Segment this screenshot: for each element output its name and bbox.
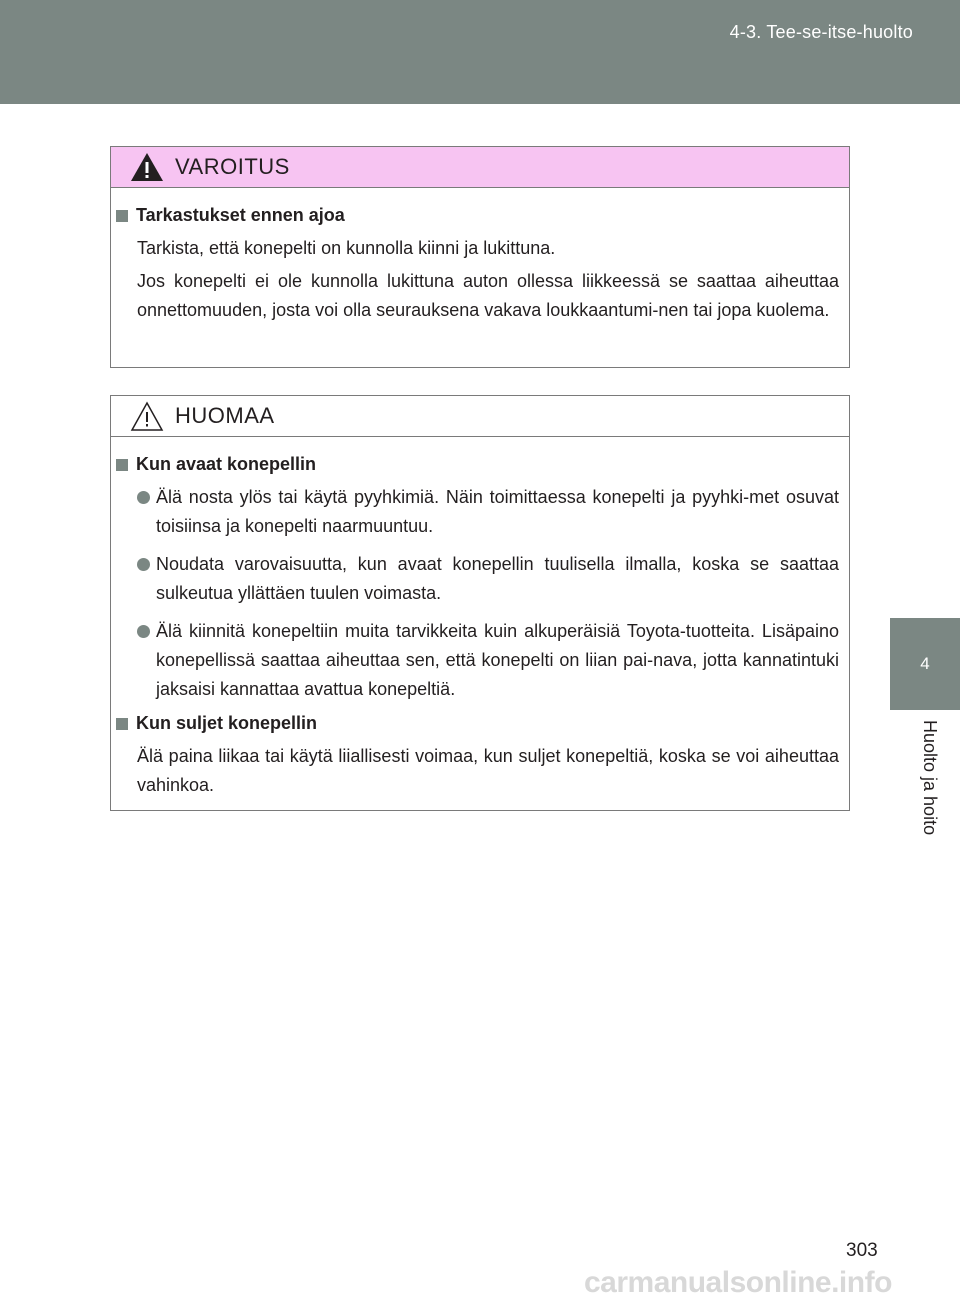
paragraph: Jos konepelti ei ole kunnolla lukittuna auton ollessa liikkeessä se saattaa aiheuttaa onnettomuuden, josta voi olla seurauksena vakava loukkaantumi-nen tai jopa kuolema. bbox=[137, 271, 839, 320]
section-heading bbox=[114, 454, 839, 475]
paragraph: Älä paina liikaa tai käytä liiallisesti voimaa, kun suljet konepeltiä, koska se voi aiheuttaa vahinkoa. bbox=[137, 746, 839, 795]
chapter-number: 4 bbox=[920, 654, 930, 673]
notice-body bbox=[111, 437, 849, 800]
warning-triangle-icon bbox=[129, 151, 165, 183]
warning-header bbox=[111, 147, 849, 188]
warning-box bbox=[110, 146, 850, 368]
header-band bbox=[0, 0, 960, 104]
watermark: carmanualsonline.info bbox=[584, 1266, 892, 1299]
section-heading bbox=[114, 713, 839, 734]
section-title: 4-3. Tee-se-itse-huolto bbox=[729, 22, 913, 42]
section-heading-text: Kun avaat konepellin bbox=[136, 454, 317, 474]
section-heading-text: Kun suljet konepellin bbox=[136, 713, 318, 733]
list-item-text: Noudata varovaisuutta, kun avaat konepellin tuulisella ilmalla, koska se saattaa sulkeutua yllättäen tuulen voimasta. bbox=[156, 554, 839, 603]
caution-triangle-outline-icon bbox=[129, 400, 165, 432]
square-bullet-icon bbox=[116, 459, 128, 471]
notice-title: HUOMAA bbox=[175, 403, 275, 428]
warning-title: VAROITUS bbox=[175, 154, 290, 179]
square-bullet-icon bbox=[116, 210, 128, 222]
list-item bbox=[114, 550, 839, 608]
chapter-label: Huolto ja hoito bbox=[920, 720, 940, 836]
round-bullet-icon bbox=[137, 625, 150, 638]
notice-box bbox=[110, 395, 850, 811]
section-heading bbox=[114, 205, 839, 226]
list-item bbox=[114, 483, 839, 541]
square-bullet-icon bbox=[116, 718, 128, 730]
notice-header bbox=[111, 396, 849, 437]
list-item bbox=[114, 617, 839, 704]
list-item-text: Älä nosta ylös tai käytä pyyhkimiä. Näin toimittaessa konepelti ja pyyhki-met osuvat toisiinsa ja konepelti naarmuuntuu. bbox=[156, 487, 839, 536]
list-item-text: Älä kiinnitä konepeltiin muita tarvikkeita kuin alkuperäisiä Toyota-tuotteita. Lisäpaino konepellissä saattaa aiheuttaa sen, että konepelti on liian pai-nava, jotta kannatintuki jaksaisi kannattaa avattua konepeltiä. bbox=[156, 621, 839, 699]
paragraph: Tarkista, että konepelti on kunnolla kiinni ja lukittuna. bbox=[137, 238, 556, 258]
warning-body bbox=[111, 188, 849, 325]
round-bullet-icon bbox=[137, 491, 150, 504]
round-bullet-icon bbox=[137, 558, 150, 571]
page-number: 303 bbox=[846, 1240, 878, 1261]
chapter-tab bbox=[890, 618, 960, 710]
section-heading-text: Tarkastukset ennen ajoa bbox=[136, 205, 345, 225]
